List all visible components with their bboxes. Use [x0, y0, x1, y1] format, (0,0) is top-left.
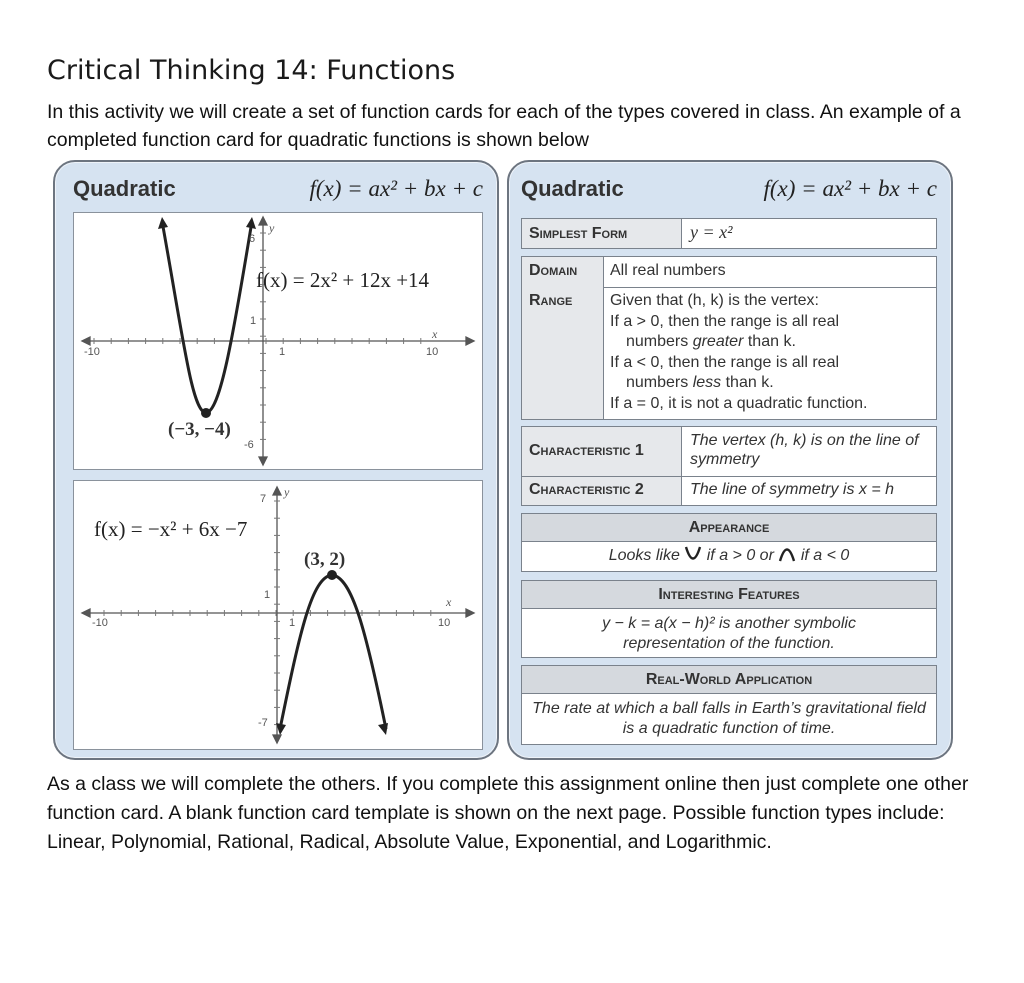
- graph-card-header: [73, 172, 483, 208]
- domain-value: All real numbers: [610, 262, 726, 279]
- range-line: If a < 0, then the range is all real: [610, 353, 840, 371]
- characteristics-table: [521, 426, 937, 506]
- domain-label: Domain: [529, 262, 578, 279]
- downward-parabola-curve: [280, 575, 386, 729]
- intro-paragraph: In this activity we will create a set of function cards for each of the types covered in class. An example of a completed function card for quadratic functions is shown below: [47, 101, 961, 151]
- closing-paragraph: As a class we will complete the others. If you complete this assignment online then just complete one other function card. A blank function card template is shown on the next page. Possible function types include: Linear, Polynomial, Rational, Radical, Absolute Value, Exponential, and Logarithmic.: [47, 773, 969, 853]
- range-line: Given that (h, k) is the vertex:: [610, 292, 819, 309]
- x-one-label: 1: [289, 617, 296, 629]
- y-axis-arrow-up: [273, 487, 281, 495]
- range-label: Range: [529, 292, 573, 309]
- function-label: f(x) = 2x² + 12x +14: [256, 268, 430, 292]
- range-line: numbers less than k.: [626, 374, 774, 391]
- curve-arrow-right: [378, 723, 388, 735]
- vertex-label: (−3, −4): [168, 419, 231, 440]
- card-general-formula: f(x) = ax² + bx + c: [309, 176, 483, 201]
- x-max-label: 10: [438, 617, 451, 629]
- curve-arrow-left: [158, 217, 168, 229]
- y-min-label: -7: [258, 717, 268, 729]
- range-line: If a = 0, it is not a quadratic function.: [610, 394, 868, 412]
- graph-upward-svg: [74, 213, 482, 469]
- x-axis-name: x: [446, 595, 452, 609]
- page-title: Critical Thinking 14: Functions: [47, 55, 456, 86]
- domain-divider: [604, 287, 936, 288]
- y-min-label: -6: [244, 439, 254, 451]
- interesting-features-banner: Interesting Features: [522, 581, 936, 609]
- characteristic-2-label: Characteristic 2: [529, 481, 644, 498]
- graph-panel-downward: [73, 480, 483, 750]
- y-axis-name: y: [284, 485, 290, 499]
- interesting-features-box: [521, 580, 937, 658]
- characteristic-2-value: The line of symmetry is x = h: [690, 481, 895, 498]
- y-max-label: 6: [249, 233, 256, 245]
- curve-arrow-right: [246, 217, 256, 229]
- appearance-box: [521, 513, 937, 572]
- x-axis-arrow-right: [466, 609, 474, 617]
- x-min-label: -10: [92, 617, 108, 629]
- vertex-label: (3, 2): [304, 549, 346, 570]
- real-world-text: The rate at which a ball falls in Earth’s gravitational field is a quadratic function of time.: [532, 700, 926, 737]
- real-world-banner: Real-World Application: [522, 666, 936, 694]
- vertex-point: [201, 408, 211, 418]
- y-axis-name: y: [269, 221, 275, 235]
- graph-panel-upward: [73, 212, 483, 470]
- cup-down-icon: [778, 546, 796, 562]
- graph-card: [53, 160, 499, 760]
- y-axis-arrow-down: [273, 735, 281, 743]
- y-one-label: 1: [264, 589, 271, 601]
- simplest-form-row: [521, 218, 937, 249]
- interesting-features-text: y − k = a(x − h)² is another symbolic representation of the function.: [602, 615, 856, 652]
- real-world-box: [521, 665, 937, 745]
- y-one-label: 1: [250, 315, 257, 327]
- y-axis-arrow-down: [259, 457, 267, 465]
- x-axis-arrow-left: [82, 609, 90, 617]
- x-max-label: 10: [426, 346, 439, 358]
- y-max-label: 7: [260, 493, 267, 505]
- range-line: numbers greater than k.: [626, 333, 796, 350]
- y-axis-arrow-up: [259, 217, 267, 225]
- characteristic-divider: [522, 476, 936, 477]
- range-line: If a > 0, then the range is all real: [610, 312, 840, 330]
- card-type-label: Quadratic: [521, 176, 624, 201]
- simplest-form-label: Simplest Form: [522, 219, 682, 248]
- appearance-text: Looks like if a > 0 or if a < 0: [608, 547, 850, 564]
- x-one-label: 1: [279, 346, 286, 358]
- appearance-banner: Appearance: [522, 514, 936, 542]
- function-label: f(x) = −x² + 6x −7: [94, 517, 248, 541]
- upward-parabola-curve: [162, 221, 252, 413]
- vertex-point: [327, 570, 337, 580]
- simplest-form-value: y = x²: [690, 222, 733, 242]
- x-axis-arrow-left: [82, 337, 90, 345]
- x-axis-arrow-right: [466, 337, 474, 345]
- card-general-formula: f(x) = ax² + bx + c: [763, 176, 937, 201]
- x-axis-name: x: [432, 327, 438, 341]
- info-card: [507, 160, 953, 760]
- range-value: [610, 291, 867, 414]
- info-card-header: [521, 172, 937, 208]
- cup-up-icon: [684, 546, 702, 562]
- characteristic-1-label: Characteristic 1: [529, 442, 644, 459]
- domain-range-table: [521, 256, 937, 420]
- characteristic-1-value: The vertex (h, k) is on the line of symmetry: [690, 432, 919, 468]
- card-type-label: Quadratic: [73, 176, 176, 201]
- x-min-label: -10: [84, 346, 100, 358]
- domain-range-label-column: [522, 257, 604, 419]
